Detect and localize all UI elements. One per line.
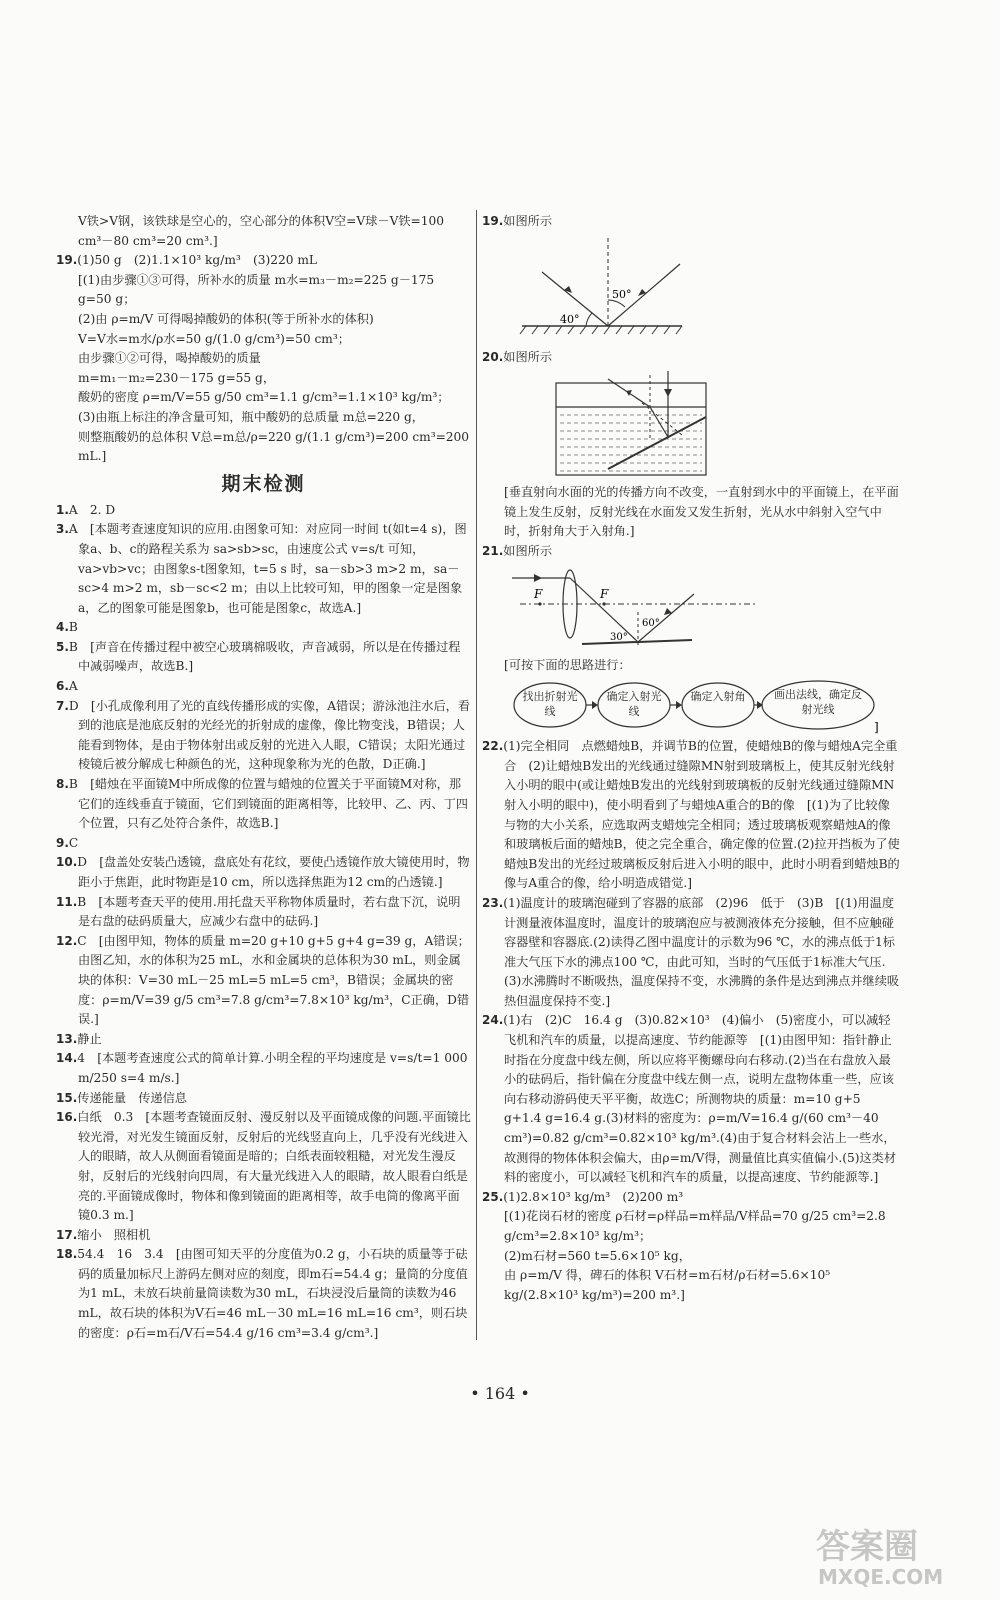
question-number: 18.	[56, 1247, 78, 1262]
watermark-url: MXQE.COM	[818, 1565, 944, 1589]
answer-text: D [小孔成像利用了光的直线传播形成的实像，A错误；游泳池注水后，看到的池底是池底反射的光经光的折射成的虚像，像比物变浅，B错误；人能看到物体，是由于物体射出或反射的光进入人眼，C错误；太阳光通过棱镜后被分解成七种颜色的光，这种现象称为光的色散，D正确.]	[68, 698, 471, 772]
page-number: • 164 •	[470, 1384, 530, 1403]
question-number: 6.	[56, 679, 69, 694]
flow-text-box	[688, 689, 748, 723]
answer-text: (1)完全相同 点燃蜡烛B，并调节B的位置，使蜡烛B的像与蜡烛A完全重合 (2)让蜡烛B发出的光线通过缝隙MN射到玻璃板上，使其反射光线射入小明的眼中(或让蜡烛B发出的光线射到玻璃板的反射光线通过缝隙MN射入小明的眼中)，使小明看到了与蜡烛A重合的B的像 [(1)为了比较像与物的大小关系，应选取两支蜡烛完全相同；透过玻璃板观察蜡烛A的像和玻璃板后面的蜡烛B，使之完全重合，确定像的位置.(2)拉开挡板为了使蜡烛B发出的光经过玻璃板反射后进入小明的眼中，此时小明看到蜡烛B的像与A重合的像，给小明造成错觉.]	[503, 739, 900, 891]
answer-text: A [本题考查速度知识的应用.由图象可知：对应同一时间 t(如t=4 s)，图象a、b、c的路程关系为 sa>sb>sc，由速度公式 v=s/t 可知，va>vb>vc；由图象s-t图象知，t=5 s 时，sa－sb>3 m>2 m，sa－sc>4 m>2 m，sb－sc<2 m；由以上比较可知，甲的图象一定是图象a，乙的图象可能是图象b，也可能是图象c，故选A.]	[68, 522, 467, 615]
question-number: 12.	[56, 933, 78, 948]
answer-item	[56, 677, 471, 697]
question-number: 9.	[56, 835, 69, 850]
refraction-diagram	[512, 369, 752, 481]
question-number: 11.	[56, 894, 78, 909]
answer-item	[56, 520, 471, 618]
arrow-icon	[534, 574, 542, 582]
explanation-line: (2)由 ρ=m/V 可得喝掉酸奶的体积(等于所补水的体积)	[78, 311, 374, 326]
explanation-line: (2)m石材=560 t=5.6×10⁵ kg，	[504, 1248, 691, 1263]
focus-point	[538, 602, 541, 605]
answer-item	[56, 1049, 471, 1088]
left-column	[56, 212, 471, 1343]
answer-text: 4 [本题考查速度公式的简单计算.小明全程的平均速度是 v=s/t=1 000 m/250 s=4 m/s.]	[77, 1051, 468, 1085]
answer-list	[56, 501, 471, 1344]
answer-text: B [本题考查天平的使用.用托盘天平称物体质量时，若右盘下沉，说明是右盘的砝码质量大，应减少右盘中的砝码.]	[77, 894, 461, 929]
angle-label: 40°	[560, 312, 580, 326]
question-number: 24.	[482, 1013, 504, 1028]
watermark-logo	[808, 1520, 978, 1590]
angle-label: 30°	[610, 631, 628, 643]
bracket-close: ]	[874, 720, 879, 735]
answer-text: (1)右 (2)C 16.4 g (3)0.82×10³ (4)偏小 (5)密度小，可以减轻飞机和汽车的质量，以提高速度、节约能源等 [(1)由图甲知：指针静止时指在分度盘中线左侧，所以应将平衡螺母向右移动.(2)当在右盘放入最小的砝码后，指针偏在分度盘中线左侧一点，说明左盘物体重一些，应该向右移动游码使天平平衡，故选C；所测物块的质量：m=10 g+5 g+1.4 g=16.4 g.(3)材料的密度为：ρ=m/V=16.4 g/(60 cm³－40 cm³)=0.82 g/cm³=0.82×10³ kg/m³.(4)由于复合材料会沾上一些水，故测得的物体体积会偏大，由ρ=m/V得，测量值比真实值偏小.(5)这类材料的密度小，可以减轻飞机和汽车的质量，以提高速度、节约能源等.]	[503, 1013, 897, 1185]
question-number: 20.	[482, 349, 504, 364]
answer-item	[56, 1030, 471, 1050]
right-column	[482, 212, 900, 1305]
focus-point	[602, 602, 605, 605]
question-number: 22.	[482, 739, 504, 754]
answer-item	[56, 893, 471, 932]
arrow-icon	[664, 389, 672, 397]
answer-item	[56, 834, 471, 854]
answer-item	[482, 1011, 900, 1187]
answer-text: B [蜡烛在平面镜M中所成像的位置与蜡烛的位置关于平面镜M对称，那它们的连线垂直于镜面，它们到镜面的距离相等，比较甲、乙、丙、丁四个位置，只有乙处符合条件，故选B.]	[68, 777, 468, 831]
answer-text: A 2. D	[68, 502, 116, 517]
question-number: 15.	[56, 1090, 78, 1105]
answer-item	[482, 212, 900, 232]
mirror-in-water	[608, 417, 706, 469]
question-number: 10.	[56, 855, 78, 870]
question-number: 14.	[56, 1051, 78, 1066]
focus-label: F	[534, 586, 543, 601]
answer-text: B	[68, 620, 78, 635]
mirror-hatching	[520, 326, 682, 334]
question-number: 17.	[56, 1227, 78, 1242]
answer-item	[56, 853, 471, 892]
answer-text: 白纸 0.3 [本题考查镜面反射、漫反射以及平面镜成像的问题.平面镜比较光滑，对光发生镜面反射，反射后的光线竖直向上，几乎没有光线进入人的眼睛，故人从侧面看镜面是暗的；白纸表面较粗糙，对光发生漫反射，反射后的光线射向四周，有大量光线进入人的眼睛，故人眼看白纸是亮的.平面镜成像时，物体和像到镜面的距离相等，故手电筒的像离平面镜0.3 m.]	[77, 1110, 471, 1223]
explanation-text: [可按下面的思路进行：	[504, 657, 631, 672]
answer-text: B [声音在传播过程中被空心玻璃棉吸收，声音减弱，所以是在传播过程中减弱噪声，故选B.]	[68, 639, 461, 674]
answer-text: A	[68, 679, 78, 694]
answer-text: 传递能量 传递信息	[77, 1090, 187, 1105]
water-hatching	[560, 415, 702, 471]
mirror-normal	[642, 403, 682, 435]
answer-text: (1)50 g (2)1.1×10³ kg/m³ (3)220 mL	[77, 253, 317, 268]
question-number: 19.	[482, 214, 504, 228]
question-number: 13.	[56, 1031, 78, 1046]
answer-item	[482, 542, 900, 562]
answer-text: D [盘盖处安装凸透镜，盘底处有花纹，要使凸透镜作放大镜使用时，物距小于焦距，此时物距是10 cm，所以选择焦距为12 cm的凸透镜.]	[77, 855, 470, 889]
explanation-line: 由 ρ=m/V 得，碑石的体积 V石材=m石材/ρ石材=5.6×10⁵ kg/(2.8×10³ kg/m³)=200 m³.]	[504, 1268, 831, 1302]
question-number: 5.	[56, 639, 69, 654]
angle-label: 60°	[642, 617, 660, 629]
answer-item	[56, 618, 471, 638]
angle-arc	[586, 313, 592, 326]
answer-text: 如图所示	[503, 349, 553, 364]
arrow-icon	[676, 701, 682, 709]
angle-label: 50°	[612, 287, 632, 301]
explanation-text: [垂直射向水面的光的传播方向不改变，一直射到水中的平面镜上，在平面镜上发生反射，反射光线在水面发又发生折射，光从水中斜射入空气中时，折射角大于入射角.]	[504, 485, 899, 539]
answer-item	[56, 1226, 471, 1246]
continuation-text: V铁>V钢，该铁球是空心的，空心部分的体积V空=V球－V铁=100 cm³－80 cm³=20 cm³.]	[78, 214, 445, 248]
question-number: 25.	[482, 1189, 504, 1204]
explanation-line: [(1)由步骤①③可得，所补水的质量 m水=m₃－m₂=225 g－175 g=50 g；	[78, 272, 435, 307]
answer-item	[482, 1188, 900, 1208]
answer-item	[482, 737, 900, 894]
focus-label: F	[600, 586, 609, 601]
flow-text-box	[770, 687, 866, 725]
watermark-text: 答案圈	[816, 1527, 918, 1567]
answer-text: 静止	[77, 1031, 102, 1046]
answer-item	[56, 1245, 471, 1343]
question-number: 16.	[56, 1110, 78, 1125]
explanation-line: (3)由瓶上标注的净含量可知，瓶中酸奶的总质量 m总=220 g，	[78, 409, 424, 424]
answer-text: (1)2.8×10³ kg/m³ (2)200 m³	[503, 1189, 684, 1204]
flow-text-box	[520, 689, 580, 723]
question-number: 3.	[56, 522, 69, 537]
explanation-line: m=m₁－m₂=230－175 g=55 g，	[78, 370, 276, 385]
angle-arc	[608, 300, 625, 307]
answer-text: 如图所示	[503, 214, 553, 228]
lens-diagram	[512, 564, 762, 654]
section-title: 期末检测	[221, 472, 306, 495]
answer-item	[482, 348, 900, 368]
explanation-line: 酸奶的密度 ρ=m/V=55 g/50 cm³=1.1 g/cm³=1.1×10³ kg/m³；	[78, 390, 450, 405]
question-number: 19.	[56, 253, 78, 268]
answer-item	[56, 1108, 471, 1226]
answer-text: (1)温度计的玻璃泡碰到了容器的底部 (2)96 低于 (3)B [(1)用温度计测量液体温度时，温度计的玻璃泡应与被测液体充分接触，但不应触碰容器壁和容器底.(2)读得乙图中温度计的示数为96 ℃，水的沸点低于1标准大气压下水的沸点100 ℃，由此可知，当时的气压低于1标准大气压.(3)水沸腾时不断吸热，温度保持不变，水沸腾的条件是达到沸点并继续吸热但温度保持不变.]	[503, 895, 900, 1008]
flowchart	[512, 677, 882, 735]
flow-step-text: 确定入射光线	[606, 690, 662, 719]
flow-step-text: 确定入射角	[690, 690, 746, 704]
question-number: 21.	[482, 543, 504, 558]
question-number: 1.	[56, 502, 69, 517]
arrow-icon	[564, 286, 572, 293]
q25-explanation	[482, 1207, 900, 1305]
explanation-line: V=V水=m水/ρ水=50 g/(1.0 g/cm³)=50 cm³；	[78, 331, 350, 346]
column-divider	[476, 210, 477, 1340]
answer-item	[56, 251, 471, 271]
question-number: 23.	[482, 895, 504, 910]
answer-text: C [由图甲知，物体的质量 m=20 g+10 g+5 g+4 g=39 g，A错误；由图乙知，水的体积为25 mL，水和金属块的总体积为30 mL，则金属块的体积：V=30 mL－25 mL=5 mL=5 cm³，B错误；金属块的密度：ρ=m/V=39 g/5 cm³=7.8 g/cm³=7.8×10³ kg/m³，C正确，D错误.]	[77, 933, 470, 1027]
explanation-line: [(1)花岗石材的密度 ρ石材=ρ样品=m样品/V样品=70 g/25 cm³=2.8 g/cm³=2.8×10³ kg/m³；	[504, 1209, 886, 1243]
flow-step-text: 找出折射光线	[522, 690, 578, 719]
answer-item	[56, 1089, 471, 1109]
answer-item	[56, 932, 471, 1030]
flow-text-box	[604, 689, 664, 723]
answer-text: 54.4 16 3.4 [由图可知天平的分度值为0.2 g，小石块的质量等于砝码的质量加标尺上游码左侧对应的刻度，即m石=54.4 g；量筒的分度值为1 mL，未放石块前量筒读数为30 mL，石块浸没后量筒的读数为46 mL，故石块的体积为V石=46 mL－30 mL=16 mL=16 cm³，则石块的密度：ρ石=m石/V石=54.4 g/16 cm³=3.4 g/cm³.]	[77, 1247, 468, 1340]
explanation-line: 则整瓶酸奶的总体积 V总=m总/ρ=220 g/(1.1 g/cm³)=200 cm³=200 mL.]	[78, 429, 470, 464]
answer-text: 如图所示	[503, 543, 553, 558]
answer-item	[482, 894, 900, 1012]
explanation-line: 由步骤①②可得，喝掉酸奶的质量	[78, 351, 261, 366]
answer-list	[482, 737, 900, 1207]
question-number: 8.	[56, 777, 69, 792]
answer-item	[56, 501, 471, 521]
question-number: 7.	[56, 698, 69, 713]
flow-step-text: 画出法线，确定反射光线	[774, 688, 862, 717]
arrow-icon	[592, 701, 598, 709]
reflection-diagram	[512, 234, 712, 346]
answer-item	[56, 775, 471, 834]
answer-item	[56, 638, 471, 677]
answer-text: 缩小 照相机	[77, 1227, 151, 1242]
answer-item	[56, 697, 471, 775]
answer-text: C	[68, 835, 79, 850]
q19-explanation	[56, 271, 471, 467]
question-number: 4.	[56, 620, 69, 635]
